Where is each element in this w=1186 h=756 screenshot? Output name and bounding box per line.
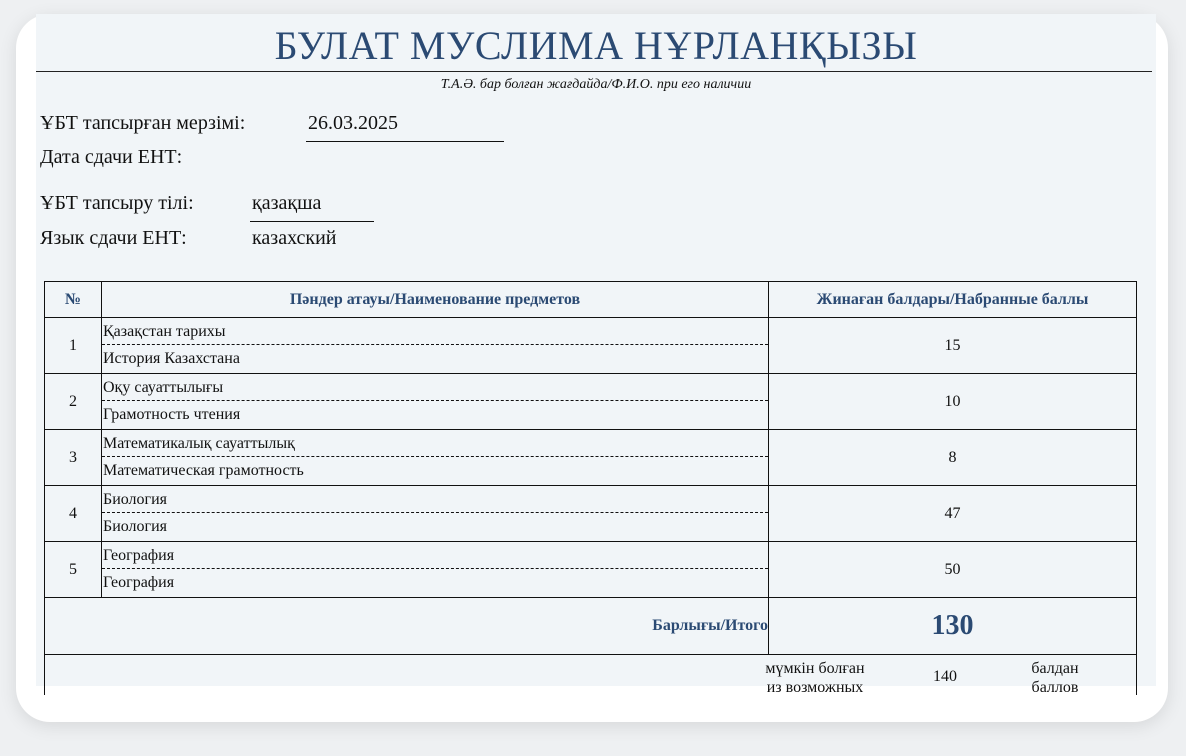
row-score: 47 [769, 486, 1137, 542]
scores-table [44, 281, 1137, 695]
exam-language-value-ru: казахский [252, 227, 337, 249]
table-row [45, 486, 1137, 542]
header-num: № [45, 282, 102, 318]
exam-language-value-kz: қазақша [252, 192, 322, 214]
exam-language-label-ru: Язык сдачи ЕНТ: [40, 227, 187, 249]
points-label-kz: балдан [1031, 660, 1079, 677]
name-underline [36, 71, 1152, 72]
row-score: 8 [769, 430, 1137, 486]
exam-date-label-ru: Дата сдачи ЕНТ: [40, 146, 183, 168]
subject-name-ru: Математическая грамотность [103, 462, 304, 479]
table-row [45, 318, 1137, 374]
row-num: 3 [45, 430, 102, 486]
subject-name-ru: Грамотность чтения [103, 406, 241, 423]
certificate-card [16, 14, 1168, 722]
total-value: 130 [769, 598, 1137, 655]
possible-label-kz: мүмкін болған [765, 660, 865, 677]
row-score: 15 [769, 318, 1137, 374]
header-score: Жинаған балдары/Набранные баллы [769, 282, 1137, 318]
subject-name-ru: Биология [103, 518, 168, 535]
subject-name-kz: Математикалық сауаттылық [102, 430, 768, 457]
possible-label-ru: из возможных [766, 679, 864, 696]
row-subject [102, 374, 769, 430]
subject-name-ru: География [103, 574, 175, 591]
row-num: 2 [45, 374, 102, 430]
table-header-row [45, 282, 1137, 318]
certificate-page [36, 14, 1156, 696]
exam-date-value: 26.03.2025 [308, 112, 398, 134]
table-row [45, 430, 1137, 486]
points-label-ru: баллов [1031, 679, 1079, 696]
max-score-value: 140 [933, 668, 957, 685]
exam-date-underline [306, 141, 504, 142]
exam-language-label-kz: ҰБТ тапсыру тілі: [40, 192, 194, 214]
exam-date-label-kz: ҰБТ тапсырған мерзімі: [40, 112, 246, 134]
subject-name-kz: География [102, 542, 768, 569]
subject-name-kz: Қазақстан тарихы [102, 318, 768, 345]
name-caption: Т.А.Ә. бар болған жағдайда/Ф.И.О. при его наличии [440, 77, 752, 92]
table-row [45, 374, 1137, 430]
subject-name-kz: Биология [102, 486, 768, 513]
row-num: 1 [45, 318, 102, 374]
total-label: Барлығы/Итого [45, 598, 769, 655]
row-subject [102, 486, 769, 542]
max-score-row [45, 655, 1137, 696]
row-subject [102, 542, 769, 598]
row-num: 5 [45, 542, 102, 598]
row-score: 10 [769, 374, 1137, 430]
table-row [45, 542, 1137, 598]
header-subject: Пәндер атауы/Наименование предметов [102, 282, 769, 318]
row-subject [102, 318, 769, 374]
row-subject [102, 430, 769, 486]
subject-name-kz: Оқу сауаттылығы [102, 374, 768, 401]
exam-language-underline [250, 221, 374, 222]
subject-name-ru: История Казахстана [103, 350, 240, 367]
row-num: 4 [45, 486, 102, 542]
total-row [45, 598, 1137, 655]
student-name: БУЛАТ МУСЛИМА НҰРЛАНҚЫЗЫ [274, 23, 918, 68]
row-score: 50 [769, 542, 1137, 598]
